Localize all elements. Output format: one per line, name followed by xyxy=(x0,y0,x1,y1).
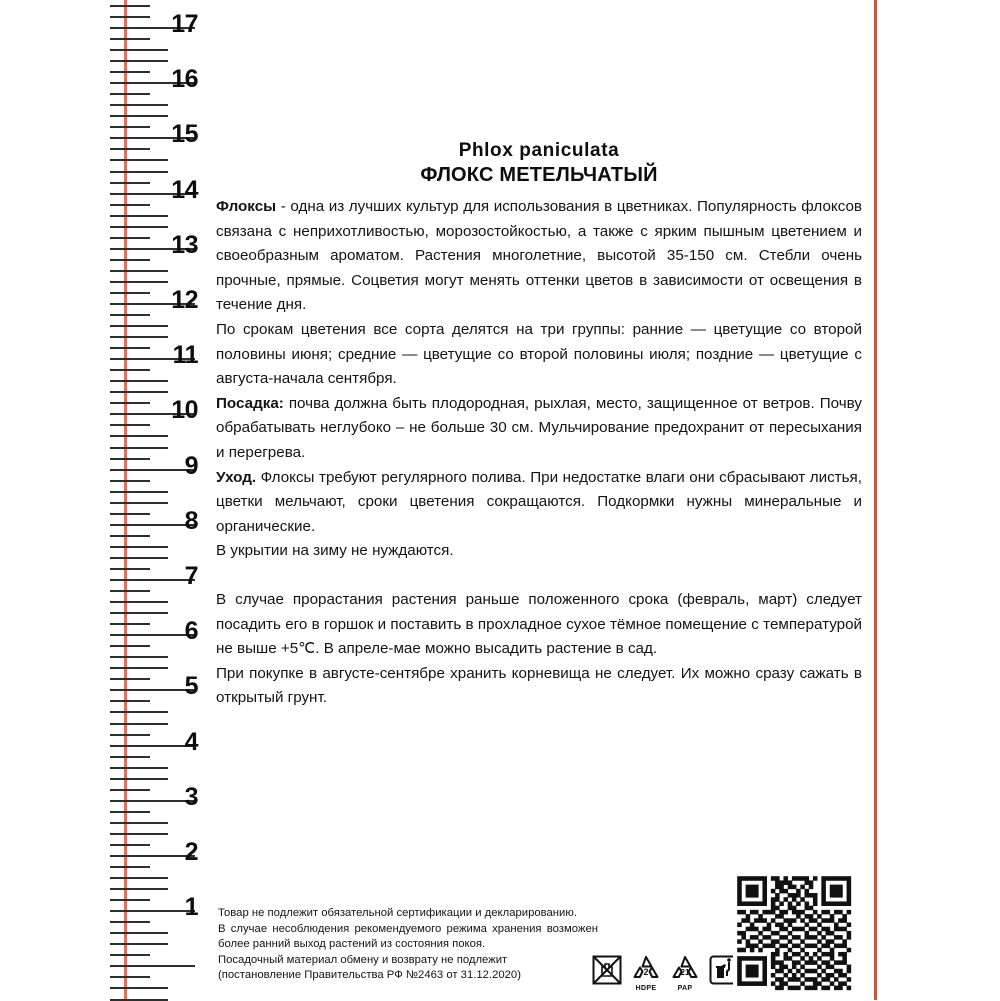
pap-label: PAP xyxy=(677,985,693,992)
paragraph-general-text: - одна из лучших культур для использования в цветниках. Популярность флоксов связана с неприхотливостью, морозостойкостью, а также с ярким пышным цветением и своеобразным ароматом. Растения многолетние, высотой 35-150 см. Стебли очень прочные, прямые. Соцветия могут менять оттенки цветов в зависимости от освещения в течение дня. xyxy=(216,198,862,314)
ruler-tick-minor xyxy=(110,402,150,404)
paragraph-care xyxy=(216,466,862,540)
packaging-symbols xyxy=(592,955,739,992)
ruler-label-10: 10 xyxy=(171,396,198,425)
ruler-tick-minor xyxy=(110,656,168,658)
right-edge-rule xyxy=(874,0,877,1000)
ruler-tick-minor xyxy=(110,734,150,736)
ruler-tick-minor xyxy=(110,921,150,923)
hdpe-number: 2 xyxy=(643,967,649,977)
paragraph-care-text: Флоксы требуют регулярного полива. При недостатке влаги они сбрасывают листья, цветки мельчают, сроки цветения сокращаются. Подкормки нужны минеральные и органические. xyxy=(216,468,862,535)
paragraph-wintering-text: В укрытии на зиму не нуждаются. xyxy=(216,542,454,560)
ruler-tick-minor xyxy=(110,491,168,493)
paragraph-general-lead: Флоксы xyxy=(216,198,277,215)
ruler-tick-minor xyxy=(110,292,150,294)
ruler-tick-minor xyxy=(110,314,150,316)
ruler-tick-minor xyxy=(110,480,150,482)
ruler-tick-minor xyxy=(110,612,168,614)
ruler-tick-minor xyxy=(110,447,168,449)
ruler-tick-minor xyxy=(110,237,150,239)
ruler-label-5: 5 xyxy=(184,672,198,701)
ruler-tick-minor xyxy=(110,171,168,173)
ruler-tick-minor xyxy=(110,259,150,261)
ruler-tick-minor xyxy=(110,877,168,879)
ruler-tick-minor xyxy=(110,424,150,426)
legal-line-storage: В случае несоблюдения рекомендуемого режима хранения возможен более ранний выход растений из состояния покоя. xyxy=(218,922,598,951)
ruler-tick-minor xyxy=(110,976,150,978)
paragraph-general xyxy=(216,195,862,318)
ruler-tick-minor xyxy=(110,16,150,18)
ruler-tick-minor xyxy=(110,723,168,725)
ruler-tick-minor xyxy=(110,888,168,890)
ruler-label-12: 12 xyxy=(171,286,198,314)
ruler-tick-minor xyxy=(110,369,150,371)
ruler-tick-minor xyxy=(110,789,150,791)
ruler-tick-minor xyxy=(110,325,168,327)
ruler-tick-major xyxy=(110,965,195,967)
ruler-label-13: 13 xyxy=(171,230,198,259)
ruler-tick-minor xyxy=(110,822,168,824)
ruler-label-9: 9 xyxy=(184,451,198,480)
ruler-label-16: 16 xyxy=(171,65,198,94)
ruler-tick-minor xyxy=(110,182,150,184)
ruler-tick-minor xyxy=(110,391,168,393)
recycling-hdpe-icon xyxy=(631,955,661,992)
ruler-tick-minor xyxy=(110,159,168,161)
legal-line-certification: Товар не подлежит обязательной сертификации и декларированию. xyxy=(218,907,577,919)
ruler-tick-minor xyxy=(110,104,168,106)
ruler-label-14: 14 xyxy=(171,175,198,204)
ruler-tick-minor xyxy=(110,281,168,283)
ruler-tick-minor xyxy=(110,336,168,338)
ruler-tick-minor xyxy=(110,866,150,868)
ruler-tick-minor xyxy=(110,778,168,780)
ruler-label-4: 4 xyxy=(184,727,198,756)
ruler-tick-minor xyxy=(110,568,150,570)
ruler-label-7: 7 xyxy=(184,562,198,590)
paragraph-early-sprouting-text: В случае прорастания растения раньше положенного срока (февраль, март) следует посадить его в горшок и поставить в прохладное сухое тёмное помещение с температурой не выше +5℃. В апреле-мае можно высадить растение в сад. xyxy=(216,590,862,658)
pap-number: 21 xyxy=(680,968,690,977)
paragraph-planting-lead: Посадка: xyxy=(216,394,284,412)
legal-line-decree: (постановление Правительства РФ №2463 от 31.12.2020) xyxy=(218,969,521,982)
ruler-tick-minor xyxy=(110,756,150,758)
paragraph-planting-text: почва должна быть плодородная, рыхлая, место, защищенное от ветров. Почву обрабатывать неглубоко – не больше 30 см. Мульчирование предохранит от пересыхания и перегрева. xyxy=(216,394,862,461)
ruler-tick-minor xyxy=(110,502,168,504)
paragraph-bloom-groups xyxy=(216,318,862,392)
paragraph-planting xyxy=(216,392,862,466)
ruler-tick-minor xyxy=(110,987,168,989)
paragraph-care-lead: Уход. xyxy=(216,468,257,486)
ruler-label-1: 1 xyxy=(184,893,198,922)
ruler-tick-minor xyxy=(110,126,150,128)
ruler-tick-minor xyxy=(110,380,168,382)
ruler-tick-minor xyxy=(110,590,150,592)
ruler-tick-minor xyxy=(110,71,150,73)
ruler-label-8: 8 xyxy=(184,506,198,535)
ruler-tick-minor xyxy=(110,645,150,647)
ruler-label-17: 17 xyxy=(171,10,198,38)
ruler-tick-minor xyxy=(110,49,168,51)
ruler-tick-minor xyxy=(110,833,168,835)
ruler-label-6: 6 xyxy=(184,617,198,646)
ruler-tick-minor xyxy=(110,767,168,769)
hdpe-label: HDPE xyxy=(635,985,657,992)
ruler-tick-minor xyxy=(110,700,150,702)
ruler-tick-minor xyxy=(110,678,150,680)
ruler-tick-minor xyxy=(110,811,150,813)
ruler-tick-minor xyxy=(110,899,150,901)
ruler-label-2: 2 xyxy=(184,838,198,866)
ruler-tick-minor xyxy=(110,943,168,945)
ruler-tick-minor xyxy=(110,204,150,206)
paragraph-autumn-purchase-text: При покупке в августе-сентябре хранить корневища не следует. Их можно сразу сажать в открытый грунт. xyxy=(216,664,862,707)
paragraph-early-sprouting xyxy=(216,588,862,662)
ruler-tick-minor xyxy=(110,60,168,62)
paragraph-bloom-groups-text: По срокам цветения все сорта делятся на три группы: ранние — цветущие со второй половины июня; средние — цветущие со второй половины июля; поздние — цветущие с августа-начала сентября. xyxy=(216,320,862,388)
paragraph-autumn-purchase xyxy=(216,662,862,711)
ruler-tick-minor xyxy=(110,270,168,272)
legal-line-no-return: Посадочный материал обмену и возврату не подлежит xyxy=(218,953,508,966)
ruler-tick-minor xyxy=(110,844,150,846)
ruler-tick-minor xyxy=(110,623,150,625)
ruler-label-3: 3 xyxy=(184,782,198,811)
ruler-tick-minor xyxy=(110,115,168,117)
ruler-tick-minor xyxy=(110,93,150,95)
recycling-pap-icon xyxy=(670,955,700,992)
centimeter-ruler xyxy=(0,0,210,1000)
ruler-tick-minor xyxy=(110,148,150,150)
ruler-tick-minor xyxy=(110,557,168,559)
ruler-tick-minor xyxy=(110,458,150,460)
do-not-use-crossed-icon xyxy=(592,955,622,990)
ruler-label-15: 15 xyxy=(171,120,198,149)
ruler-tick-minor xyxy=(110,546,168,548)
ruler-tick-minor xyxy=(110,435,168,437)
ruler-tick-minor xyxy=(110,513,150,515)
description-block xyxy=(216,140,862,711)
paragraph-wintering xyxy=(216,539,862,564)
ruler-tick-minor xyxy=(110,932,168,934)
legal-notice xyxy=(218,906,598,984)
ruler-tick-minor xyxy=(110,711,168,713)
ruler-label-11: 11 xyxy=(172,341,198,370)
ruler-tick-minor xyxy=(110,5,150,7)
ruler-tick-minor xyxy=(110,601,168,603)
ruler-tick-minor xyxy=(110,347,150,349)
qr-code[interactable] xyxy=(733,872,855,994)
ruler-tick-minor xyxy=(110,215,168,217)
russian-species-name: ФЛОКС МЕТЕЛЬЧАТЫЙ xyxy=(420,164,658,186)
ruler-tick-minor xyxy=(110,667,168,669)
latin-species-name: Phlox paniculata xyxy=(458,140,620,161)
ruler-tick-minor xyxy=(110,954,150,956)
ruler-tick-minor xyxy=(110,535,150,537)
ruler-tick-minor xyxy=(110,226,168,228)
ruler-tick-minor xyxy=(110,38,150,40)
